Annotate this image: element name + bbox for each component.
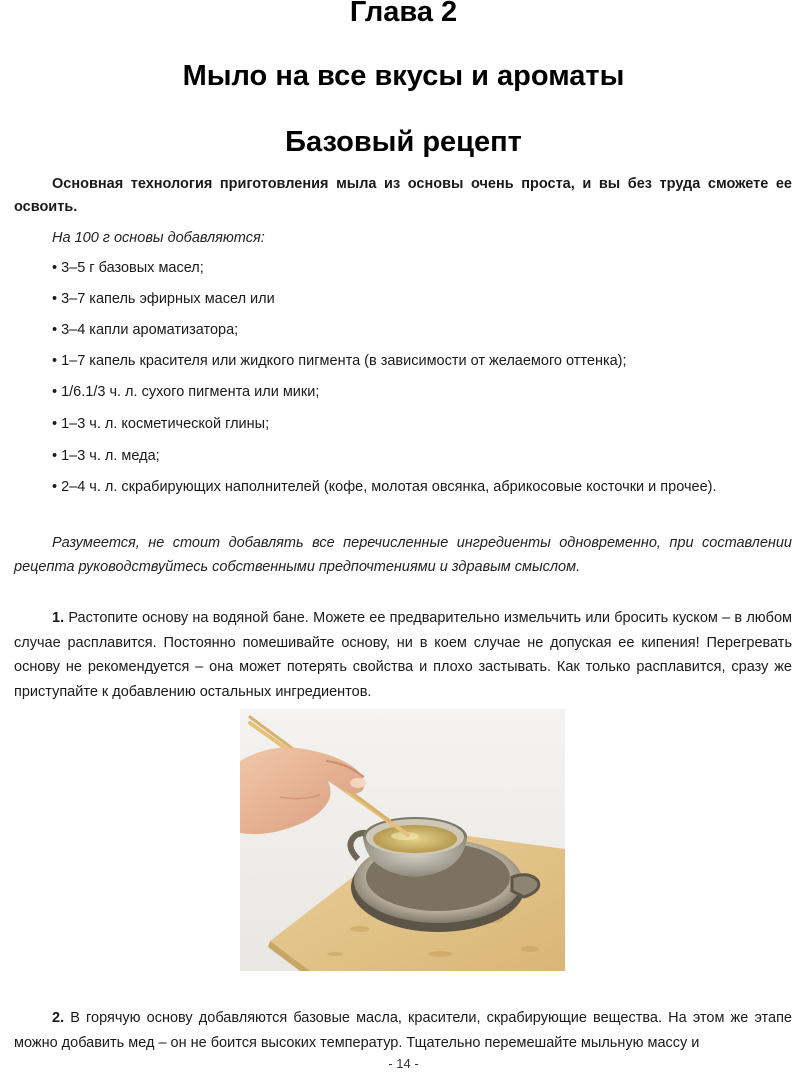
page-number: - 14 - bbox=[388, 1056, 419, 1071]
step-text: В горячую основу добавляются базовые масла, красители, скрабирующие вещества. На этом же этапе можно добавить мед – он не боится высоких температур. Тщательно перемешайте мыльную массу и bbox=[14, 1010, 792, 1051]
chapter-title: Мыло на все вкусы и ароматы bbox=[182, 60, 625, 92]
list-item: • 1–7 капель красителя или жидкого пигмента (в зависимости от желаемого оттенка); bbox=[52, 353, 627, 369]
section-heading: Базовый рецепт bbox=[285, 126, 522, 158]
step-number: 2. bbox=[52, 1010, 65, 1026]
bullet-icon: • bbox=[52, 384, 58, 400]
note-paragraph: Разумеется, не стоит добавлять все перечисленные ингредиенты одновременно, при составлении рецепта руководствуйтесь собственными предпочтениями и здравым смыслом. bbox=[14, 535, 792, 575]
ingredients-lead: На 100 г основы добавляются: bbox=[52, 230, 265, 246]
list-item: • 1/6.1/3 ч. л. сухого пигмента или мики; bbox=[52, 384, 320, 400]
list-item: • 1–3 ч. л. меда; bbox=[52, 448, 160, 464]
bullet-icon: • bbox=[52, 322, 58, 338]
intro-paragraph: Основная технология приготовления мыла из основы очень проста, и вы без труда сможете ее освоить. bbox=[14, 176, 792, 215]
list-item: • 3–7 капель эфирных масел или bbox=[52, 291, 275, 307]
list-item: • 2–4 ч. л. скрабирующих наполнителей (кофе, молотая овсянка, абрикосовые косточки и прочее). bbox=[52, 479, 717, 495]
melting-soap-photo bbox=[240, 709, 565, 971]
step-text: Растопите основу на водяной бане. Можете ее предварительно измельчить или бросить куском – в любом случае расплавится. Постоянно помешивайте основу, ни в коем случае не допуская ее кипения! Перегревать основу не рекомендуется – она может потерять свойства и плохо застывать. Как только расплавится, сразу же приступайте к добавлению остальных ингредиентов. bbox=[14, 610, 793, 700]
bullet-icon: • bbox=[52, 260, 58, 276]
bullet-icon: • bbox=[52, 416, 58, 432]
chapter-heading: Глава 2 bbox=[349, 0, 458, 28]
step-1-paragraph bbox=[14, 606, 792, 704]
bullet-icon: • bbox=[52, 291, 58, 307]
list-item: • 1–3 ч. л. косметической глины; bbox=[52, 416, 270, 432]
step-2-paragraph bbox=[14, 1006, 792, 1055]
bullet-icon: • bbox=[52, 353, 58, 369]
bullet-icon: • bbox=[52, 479, 58, 495]
list-item: • 3–4 капли ароматизатора; bbox=[52, 322, 239, 338]
list-item: • 3–5 г базовых масел; bbox=[52, 260, 204, 276]
step-number: 1. bbox=[52, 610, 65, 626]
bullet-icon: • bbox=[52, 448, 58, 464]
